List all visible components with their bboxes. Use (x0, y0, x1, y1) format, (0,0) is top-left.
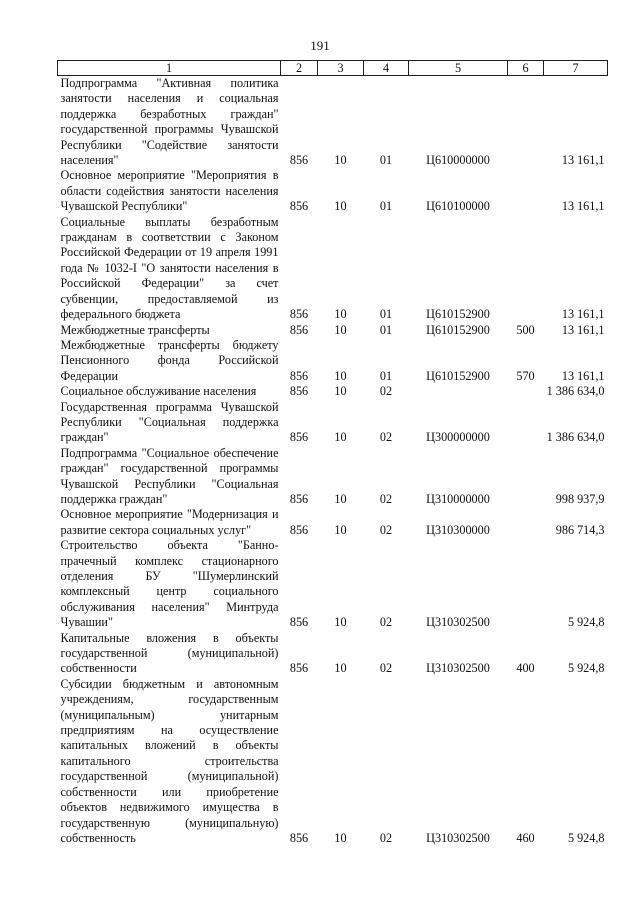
cell-expense-type (508, 384, 544, 399)
cell-ministry-code: 856 (289, 199, 309, 214)
cell-expense-type (508, 538, 544, 630)
cell-target-article: Ц310302500 (426, 830, 490, 845)
cell-target-article: Ц610152900 (426, 307, 490, 322)
cell-ministry-code: 856 (289, 384, 309, 399)
cell-subsection: 02 (379, 615, 393, 630)
row-name: Субсидии бюджетным и автономным учреждениям, государственным (муниципальным) унитарным предприятиям на осуществление капитальных вложений в объекты капитального строительства государственной (муниципальной) собственности или приобретение объектов недвижимого имущества в государственную (муниципальную) собственность (60, 676, 279, 845)
table-row (58, 338, 608, 384)
table-body (58, 76, 608, 847)
cell-target-article: Ц300000000 (426, 430, 490, 445)
cell-target-article: Ц310000000 (426, 491, 490, 506)
cell-expense-type: 460 (516, 830, 535, 845)
cell-amount: 5 924,8 (567, 661, 605, 676)
cell-subsection: 01 (379, 153, 393, 168)
column-header: 5 (409, 61, 508, 76)
cell-ministry-code: 856 (289, 830, 309, 845)
cell-amount: 998 937,9 (555, 491, 605, 506)
column-header: 4 (364, 61, 409, 76)
cell-amount: 13 161,1 (561, 199, 605, 214)
column-header: 7 (544, 61, 608, 76)
cell-subsection: 01 (379, 307, 393, 322)
cell-section: 10 (334, 491, 347, 506)
cell-target-article: Ц310302500 (426, 661, 490, 676)
table-row (58, 446, 608, 508)
cell-section: 10 (334, 307, 347, 322)
page-number: 191 (310, 38, 330, 53)
cell-amount: 13 161,1 (561, 153, 605, 168)
cell-ministry-code: 856 (289, 307, 309, 322)
cell-section: 10 (334, 322, 347, 337)
cell-subsection: 01 (379, 199, 393, 214)
cell-target-article: Ц610100000 (426, 199, 490, 214)
cell-section: 10 (334, 615, 347, 630)
table-row (58, 384, 608, 399)
table-row (58, 538, 608, 630)
row-name: Основное мероприятие "Мероприятия в области содействия занятости населения Чувашской Республики" (60, 168, 279, 214)
cell-subsection: 02 (379, 491, 393, 506)
cell-amount: 5 924,8 (567, 615, 605, 630)
cell-amount: 1 386 634,0 (546, 430, 605, 445)
cell-ministry-code: 856 (289, 322, 309, 337)
cell-target-article: Ц610000000 (426, 153, 490, 168)
cell-expense-type: 400 (516, 661, 535, 676)
cell-ministry-code: 856 (289, 615, 309, 630)
table-row (58, 400, 608, 446)
table-row (58, 215, 608, 323)
cell-subsection: 02 (379, 430, 393, 445)
cell-amount: 986 714,3 (555, 522, 605, 537)
row-name: Государственная программа Чувашской Республики "Социальная поддержка граждан" (60, 399, 279, 445)
table-row (58, 507, 608, 538)
cell-subsection: 02 (379, 384, 393, 399)
cell-section: 10 (334, 430, 347, 445)
cell-section: 10 (334, 522, 347, 537)
table-row (58, 168, 608, 214)
cell-amount: 5 924,8 (567, 830, 605, 845)
cell-ministry-code: 856 (289, 430, 309, 445)
row-name: Основное мероприятие "Модернизация и развитие сектора социальных услуг" (60, 507, 279, 537)
cell-amount: 13 161,1 (561, 368, 605, 383)
column-header: 2 (281, 61, 318, 76)
cell-subsection: 02 (379, 522, 393, 537)
cell-expense-type (508, 215, 544, 323)
cell-expense-type (508, 400, 544, 446)
cell-expense-type: 500 (516, 322, 535, 337)
cell-section: 10 (334, 830, 347, 845)
row-name: Подпрограмма "Социальное обеспечение граждан" государственной программы Чувашской Республики "Социальная поддержка граждан" (60, 445, 279, 506)
cell-ministry-code: 856 (289, 491, 309, 506)
table-row (58, 76, 608, 169)
cell-amount: 1 386 634,0 (546, 384, 605, 399)
cell-ministry-code: 856 (289, 153, 309, 168)
cell-ministry-code: 856 (289, 661, 309, 676)
cell-subsection: 01 (379, 368, 393, 383)
cell-subsection: 01 (379, 322, 393, 337)
row-name: Межбюджетные трансферты бюджету Пенсионного фонда Российской Федерации (60, 337, 279, 383)
table-row (58, 323, 608, 338)
cell-expense-type (508, 446, 544, 508)
cell-section: 10 (334, 384, 347, 399)
cell-expense-type: 570 (516, 368, 535, 383)
table-row (58, 677, 608, 846)
row-name: Межбюджетные трансферты (60, 322, 210, 337)
table-header-row (58, 61, 608, 76)
cell-target-article: Ц610152900 (426, 322, 490, 337)
cell-amount: 13 161,1 (561, 322, 605, 337)
row-name: Капитальные вложения в объекты государственной (муниципальной) собственности (60, 630, 279, 676)
cell-expense-type (508, 168, 544, 214)
row-name: Социальные выплаты безработным гражданам в соответствии с Законом Российской Федерации от 19 апреля 1991 года № 1032-I "О занятости населения в Российской Федерации" за счет субвенции, предоставляемой из федерального бюджета (60, 214, 279, 322)
cell-target-article (409, 384, 508, 399)
table-row (58, 631, 608, 677)
row-name: Социальное обслуживание населения (60, 384, 257, 399)
cell-expense-type (508, 76, 544, 169)
cell-target-article: Ц610152900 (426, 368, 490, 383)
column-header: 3 (318, 61, 364, 76)
cell-section: 10 (334, 368, 347, 383)
budget-table (57, 60, 608, 846)
column-header: 6 (508, 61, 544, 76)
cell-section: 10 (334, 199, 347, 214)
column-header: 1 (58, 61, 281, 76)
row-name: Подпрограмма "Активная политика занятости населения и социальная поддержка безработных граждан" государственной программы Чувашской Республики "Содействие занятости населения" (60, 76, 279, 168)
cell-section: 10 (334, 153, 347, 168)
cell-ministry-code: 856 (289, 368, 309, 383)
row-name: Строительство объекта "Банно-прачечный комплекс стационарного отделения БУ "Шумерлинский комплексный центр социального обслуживания населения" Минтруда Чувашии" (60, 538, 279, 630)
cell-amount: 13 161,1 (561, 307, 605, 322)
cell-expense-type (508, 507, 544, 538)
cell-target-article: Ц310302500 (426, 615, 490, 630)
cell-target-article: Ц310300000 (426, 522, 490, 537)
cell-ministry-code: 856 (289, 522, 309, 537)
cell-section: 10 (334, 661, 347, 676)
cell-subsection: 02 (379, 661, 393, 676)
cell-subsection: 02 (379, 830, 393, 845)
